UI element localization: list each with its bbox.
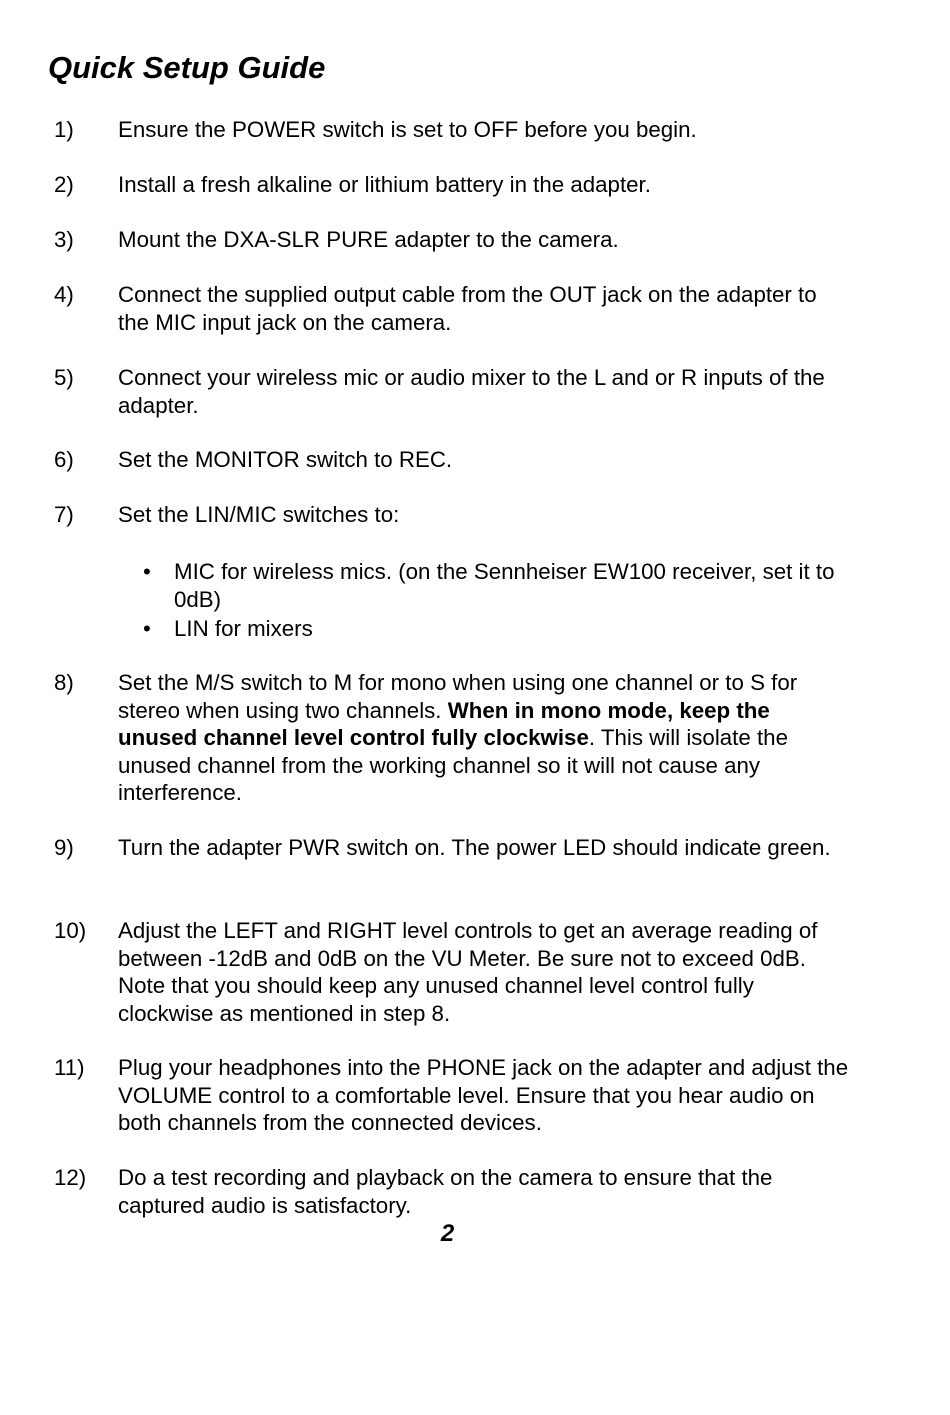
step-text: Turn the adapter PWR switch on. The power LED should indicate green.: [118, 835, 831, 860]
step-text: Set the LIN/MIC switches to:: [118, 502, 400, 527]
step-number: 11): [54, 1055, 85, 1080]
step-number: 7): [54, 502, 74, 527]
step-text: [118, 669, 853, 807]
step7-bullet-list: [0, 558, 950, 645]
step-text: Plug your headphones into the PHONE jack on the adapter and adjust the VOLUME control to a comfortable level. Ensure that you hear audio on both channels from the connected devices.: [118, 1055, 849, 1135]
step-text: Set the MONITOR switch to REC.: [118, 447, 453, 472]
page-title: Quick Setup Guide: [48, 50, 326, 85]
step-text: Ensure the POWER switch is set to OFF before you begin.: [118, 117, 697, 142]
page-number: 2: [440, 1220, 455, 1247]
step-text: Install a fresh alkaline or lithium battery in the adapter.: [118, 172, 651, 197]
step-number: 12): [54, 1165, 87, 1190]
step-number: 1): [54, 117, 74, 142]
step-number: 3): [54, 227, 74, 252]
step-number: 8): [54, 670, 74, 695]
step-text-part: . This will isolate the unused channel from the working channel so it will not cause any interference.: [118, 725, 788, 805]
step-number: 9): [54, 835, 74, 860]
bullet-icon: •: [143, 559, 151, 584]
step-text-emphasis: When in mono mode, keep the unused channel level control fully clockwise: [118, 697, 770, 750]
bullet-text: MIC for wireless mics. (on the Sennheiser EW100 receiver, set it to 0dB): [174, 559, 835, 612]
step-number: 5): [54, 365, 74, 390]
bullet-icon: •: [143, 616, 151, 641]
step-number: 2): [54, 172, 74, 197]
list-item: [0, 615, 854, 643]
step-text: Connect the supplied output cable from the OUT jack on the adapter to the MIC input jack on the camera.: [118, 282, 817, 335]
step-text: Adjust the LEFT and RIGHT level controls to get an average reading of between -12dB and 0dB on the VU Meter. Be sure not to exceed 0dB. Note that you should keep any unused channel level control fully clockwise as mentioned in step 8.: [118, 918, 818, 1026]
step-number: 4): [54, 282, 74, 307]
step-text-part: Set the M/S switch to M for mono when using one channel or to S for stereo when using two channels.: [118, 670, 798, 723]
step-number: 6): [54, 447, 74, 472]
list-item: [0, 558, 854, 613]
step-text: Do a test recording and playback on the camera to ensure that the captured audio is satisfactory.: [118, 1165, 773, 1218]
step-text: Mount the DXA-SLR PURE adapter to the camera.: [118, 227, 619, 252]
bullet-text: LIN for mixers: [174, 616, 313, 641]
step-number: 10): [54, 918, 87, 943]
step-text: Connect your wireless mic or audio mixer to the L and or R inputs of the adapter.: [118, 365, 825, 418]
